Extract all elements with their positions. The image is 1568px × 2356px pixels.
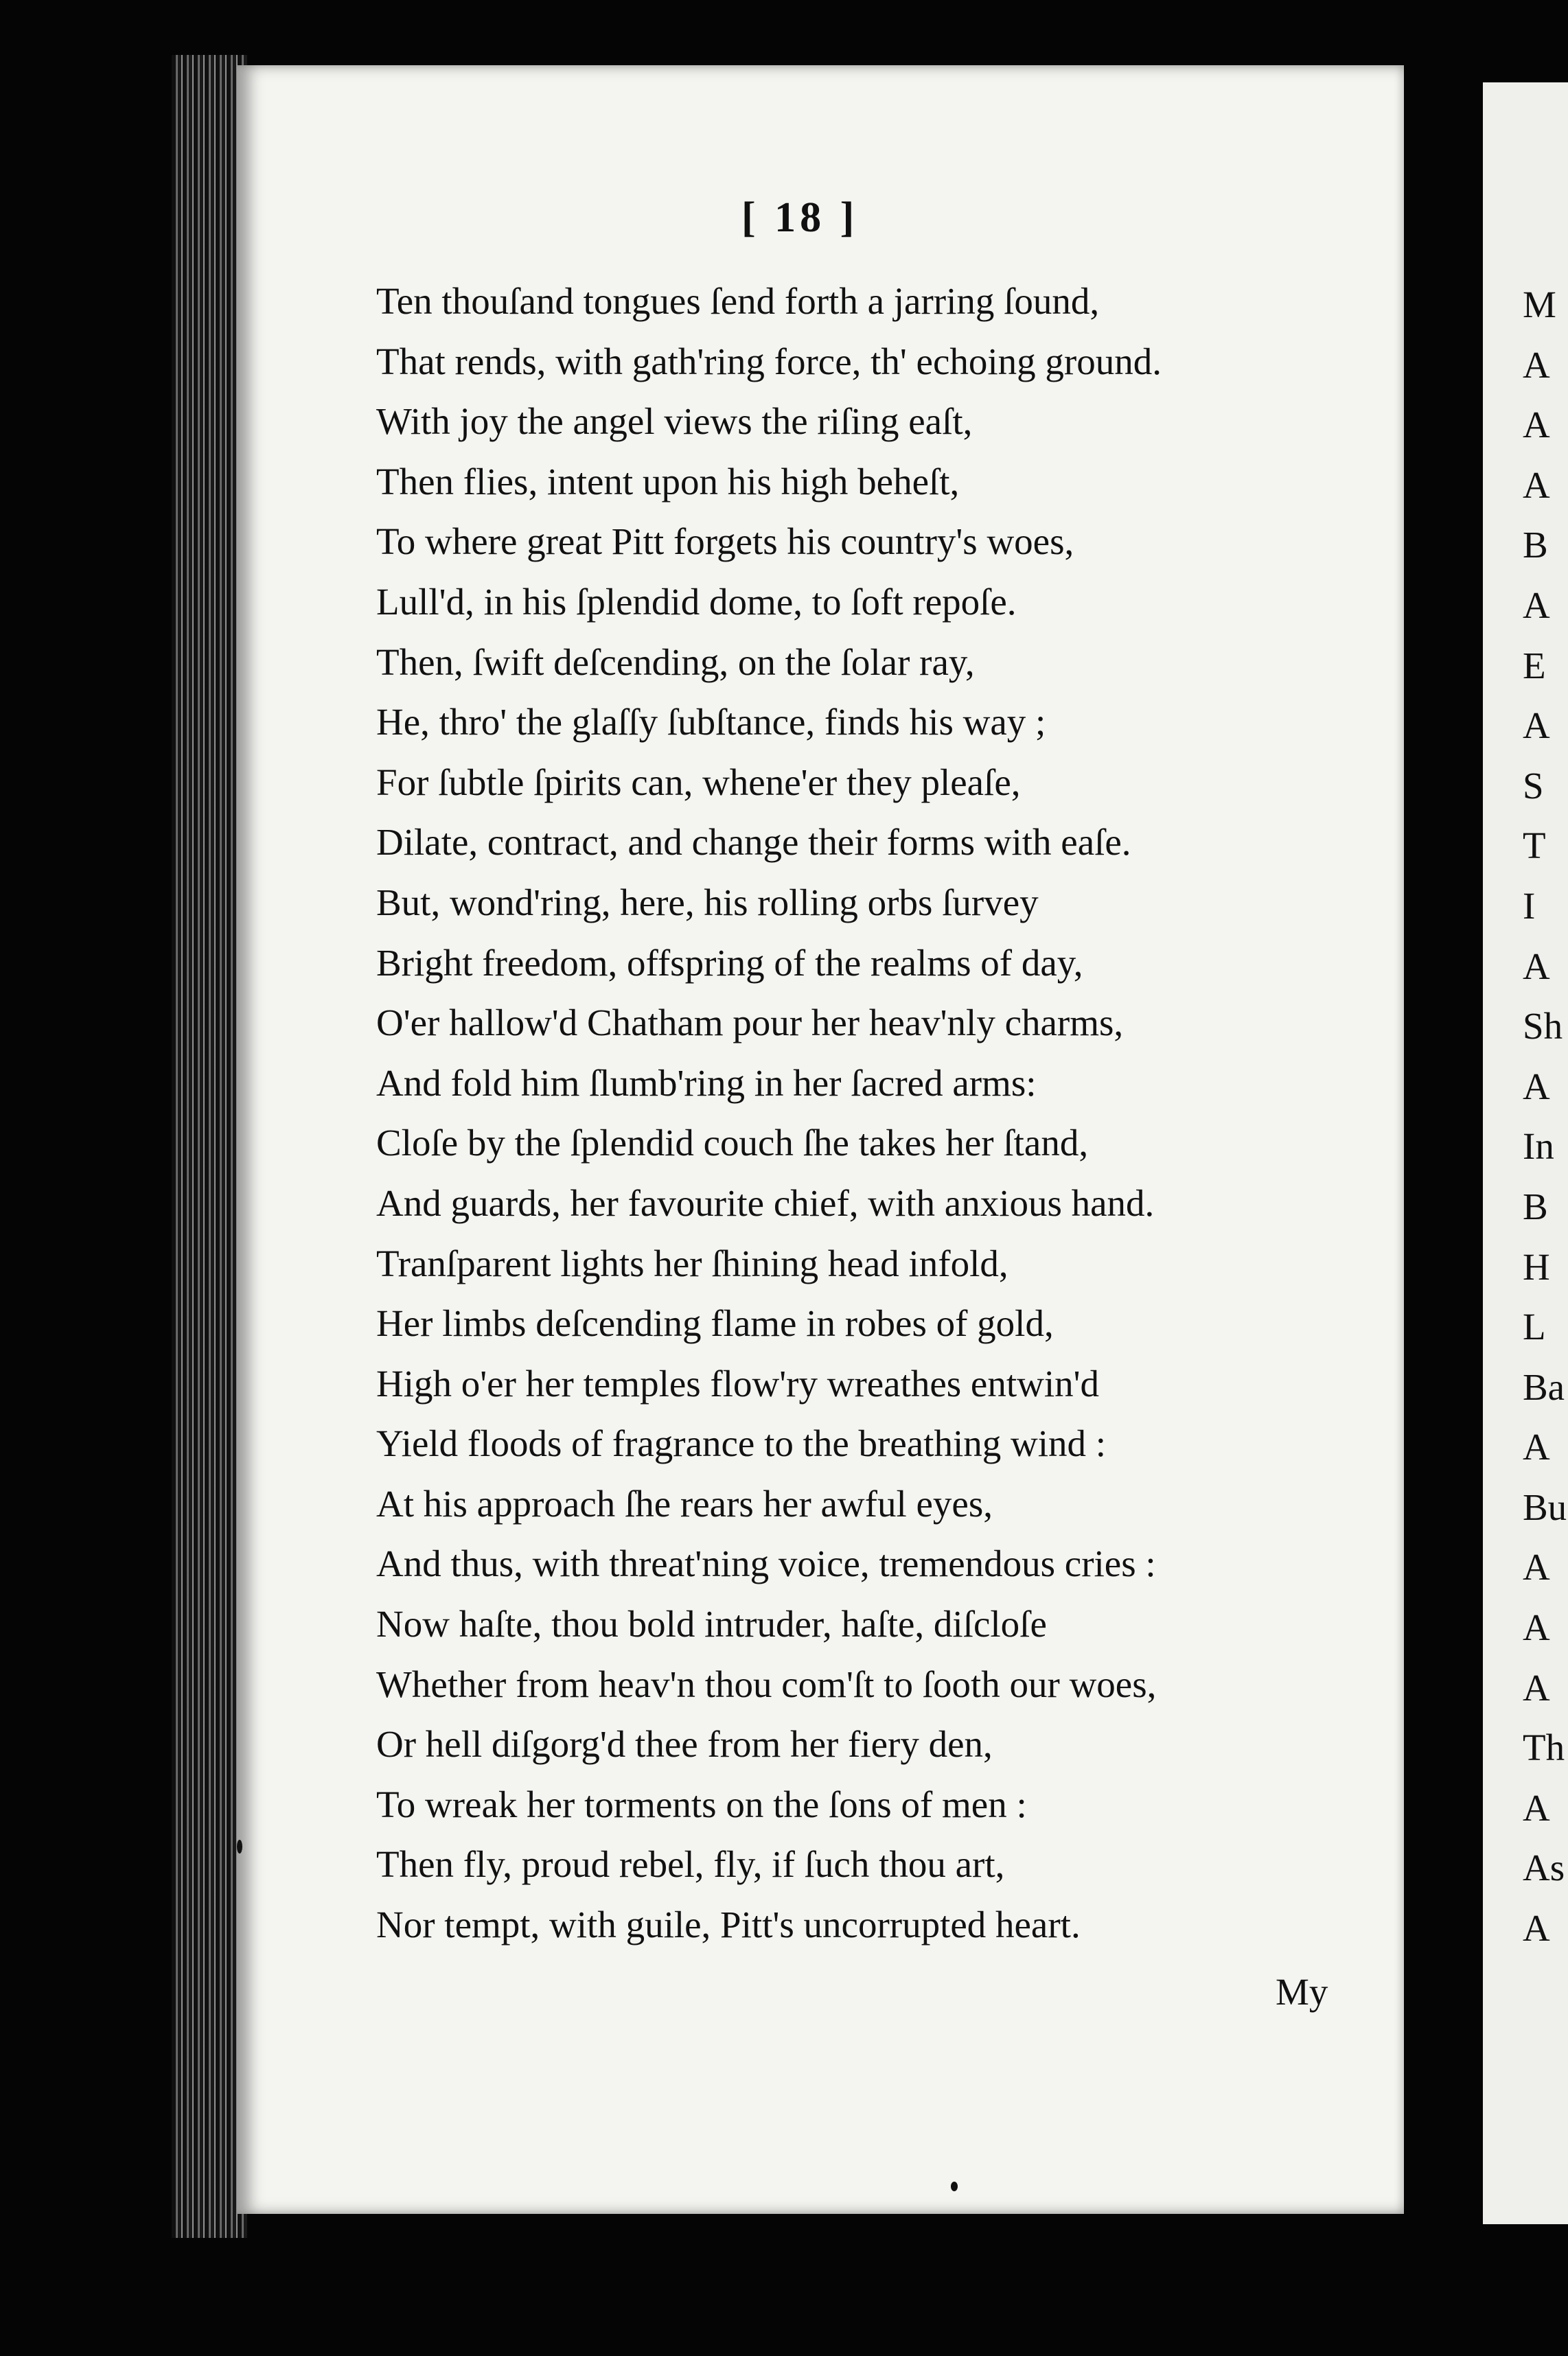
facing-page-fragment: A <box>1523 1065 1550 1107</box>
facing-page-fragment: T <box>1523 824 1546 867</box>
ink-speck <box>237 1840 242 1853</box>
verse-line: He, thro' the glaſſy ſubſtance, finds his way ; <box>376 701 1046 743</box>
facing-page-fragment: Bu <box>1523 1486 1567 1528</box>
page-edges <box>172 55 247 2238</box>
facing-page-fragment: I <box>1523 884 1536 927</box>
facing-page-fragment: Ba <box>1523 1365 1565 1408</box>
verse-line: Bright freedom, offspring of the realms of day, <box>376 941 1083 984</box>
verse-line: For ſubtle ſpirits can, whene'er they pleaſe, <box>376 761 1021 803</box>
facing-page-fragment: H <box>1523 1245 1550 1288</box>
verse-line: And thus, with threat'ning voice, tremendous cries : <box>376 1543 1156 1585</box>
verse-line: O'er hallow'd Chatham pour her heav'nly charms, <box>376 1002 1124 1044</box>
verse-line: Her limbs deſcending flame in robes of gold, <box>376 1302 1054 1345</box>
facing-page-fragment: A <box>1523 1606 1550 1649</box>
verse-line: Cloſe by the ſplendid couch ſhe takes her ſtand, <box>376 1122 1089 1164</box>
verse-line: With joy the angel views the riſing eaſt, <box>376 400 973 443</box>
facing-page-fragment: A <box>1523 1426 1550 1468</box>
facing-page-fragment: M <box>1523 284 1556 325</box>
ink-speck <box>951 2182 958 2191</box>
verse-line: And guards, her favourite chief, with anxious hand. <box>376 1181 1155 1224</box>
verse-line: Then, ſwift deſcending, on the ſolar ray, <box>376 640 975 683</box>
facing-page-fragment: As <box>1523 1847 1565 1889</box>
verse-line: Then fly, proud rebel, fly, if ſuch thou art, <box>376 1843 1005 1886</box>
facing-page-fragment: Sh <box>1523 1005 1563 1048</box>
verse-line: Tranſparent lights her ſhining head infold, <box>376 1242 1008 1284</box>
verse-line: Ten thouſand tongues ſend forth a jarring ſound, <box>376 280 1100 322</box>
facing-page-fragment: S <box>1523 764 1544 807</box>
facing-page-fragment: A <box>1523 463 1550 506</box>
facing-page-fragment: A <box>1523 584 1550 626</box>
verse-line: Lull'd, in his ſplendid dome, to ſoft repoſe. <box>376 580 1017 623</box>
facing-page-fragment: A <box>1523 1786 1550 1829</box>
page-number: [ 18 ] <box>741 194 859 241</box>
facing-page-fragment: A <box>1523 1907 1550 1950</box>
facing-page-fragment: B <box>1523 1185 1548 1227</box>
facing-page-fragment: A <box>1523 1666 1550 1709</box>
facing-page-fragment: A <box>1523 1546 1550 1589</box>
verse-line: That rends, with gath'ring force, th' echoing ground. <box>376 340 1162 382</box>
verse-line: Whether from heav'n thou com'ſt to ſooth our woes, <box>376 1663 1157 1705</box>
facing-page-fragment: A <box>1523 343 1550 386</box>
verse-block <box>376 271 1365 1955</box>
verse-line: To wreak her torments on the ſons of men : <box>376 1783 1027 1825</box>
verse-line: Nor tempt, with guile, Pitt's uncorrupted heart. <box>376 1904 1081 1946</box>
facing-page-fragment: Th <box>1523 1726 1565 1769</box>
verse-line: Now haſte, thou bold intruder, haſte, diſcloſe <box>376 1603 1047 1645</box>
verse-line: Then flies, intent upon his high beheſt, <box>376 460 960 503</box>
facing-page-fragment: L <box>1523 1306 1546 1348</box>
verse-line: Or hell diſgorg'd thee from her fiery den, <box>376 1723 993 1766</box>
verse-line: Dilate, contract, and change their forms with eaſe. <box>376 821 1131 864</box>
facing-page-fragment: E <box>1523 644 1546 686</box>
verse-line: At his approach ſhe rears her awful eyes, <box>376 1482 993 1525</box>
catchword: My <box>1276 1971 1328 2013</box>
verse-line: Yield floods of fragrance to the breathing wind : <box>376 1422 1107 1465</box>
facing-page-fragment: In <box>1523 1125 1554 1168</box>
verse-line: High o'er her temples flow'ry wreathes entwin'd <box>376 1362 1100 1405</box>
facing-page-fragment: A <box>1523 404 1550 446</box>
facing-page-fragment: A <box>1523 704 1550 747</box>
facing-page-fragment: A <box>1523 945 1550 987</box>
verse-line: And fold him ſlumb'ring in her ſacred arms: <box>376 1061 1037 1104</box>
verse-line: But, wond'ring, here, his rolling orbs ſurvey <box>376 881 1039 923</box>
facing-page-lines <box>1523 275 1568 1959</box>
verse-line: To where great Pitt forgets his country's woes, <box>376 520 1074 563</box>
facing-page-fragment: B <box>1523 524 1548 566</box>
